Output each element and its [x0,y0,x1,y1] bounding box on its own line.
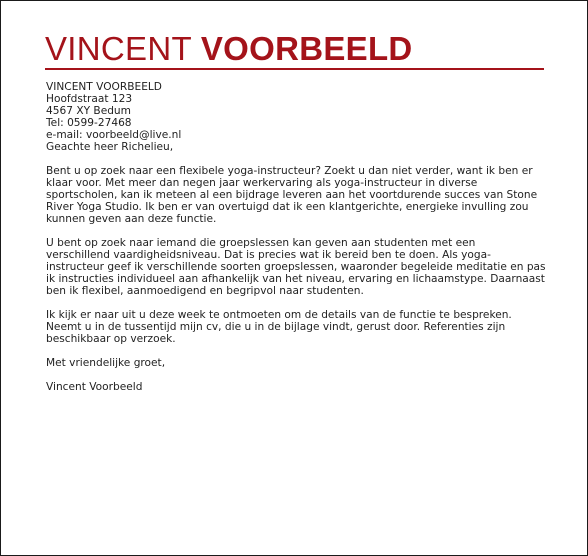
spacer [46,369,544,381]
paragraph-line: Neemt u in de tussentijd mijn cv, die u in de bijlage vindt, gerust door. Referenties zijn [46,321,506,333]
letterhead-first-name: VINCENT [45,30,192,67]
paragraph-line: U bent op zoek naar iemand die groepslessen kan geven aan studenten met een [46,237,476,249]
sender-name: VINCENT VOORBEELD [46,81,162,93]
paragraph-line: verschillend vaardigheidsniveau. Dat is precies wat ik bereid ben te doen. Als yoga- [46,249,491,261]
letterhead-name [45,30,413,68]
signature-name: Vincent Voorbeeld [46,381,143,393]
paragraph-line: ik instructies individueel aan afhankelijk van het niveau, ervaring en lichaamstype. Daarnaast [46,273,545,285]
paragraph-line: Ik kijk er naar uit u deze week te ontmoeten om de details van de functie te bespreken. [46,309,512,321]
salutation: Geachte heer Richelieu, [46,141,174,153]
paragraph-introduction [46,165,544,225]
letter-body [46,81,544,393]
sender-email: e-mail: voorbeeld@live.nl [46,129,182,141]
sender-city: 4567 XY Bedum [46,105,131,117]
paragraph-line: River Yoga Studio. Ik ben er van overtuigd dat ik een klantgerichte, energieke invulling zou [46,201,529,213]
letterhead-divider [45,68,544,70]
letterhead-last-name: VOORBEELD [200,30,413,67]
paragraph-closing [46,309,544,345]
paragraph-line: instructeur geef ik verschillende soorten groepslessen, waaronder begeleide meditatie en pas [46,261,546,273]
sender-address-block [46,81,544,141]
sender-phone: Tel: 0599-27468 [46,117,132,129]
paragraph-line: ben ik flexibel, aanmoedigend en begripvol naar studenten. [46,285,364,297]
paragraph-experience [46,237,544,297]
paragraph-line: beschikbaar op verzoek. [46,333,176,345]
paragraph-line: klaar voor. Met meer dan negen jaar werkervaring als yoga-instructeur in diverse [46,177,478,189]
spacer [46,153,544,165]
paragraph-line: kunnen geven aan deze functie. [46,213,217,225]
paragraph-line: Bent u op zoek naar een flexibele yoga-instructeur? Zoekt u dan niet verder, want ik ben er [46,165,533,177]
sender-street: Hoofdstraat 123 [46,93,133,105]
closing-greeting: Met vriendelijke groet, [46,357,166,369]
paragraph-line: sportscholen, kan ik meteen al een bijdrage leveren aan het voortdurende succes van Stone [46,189,538,201]
